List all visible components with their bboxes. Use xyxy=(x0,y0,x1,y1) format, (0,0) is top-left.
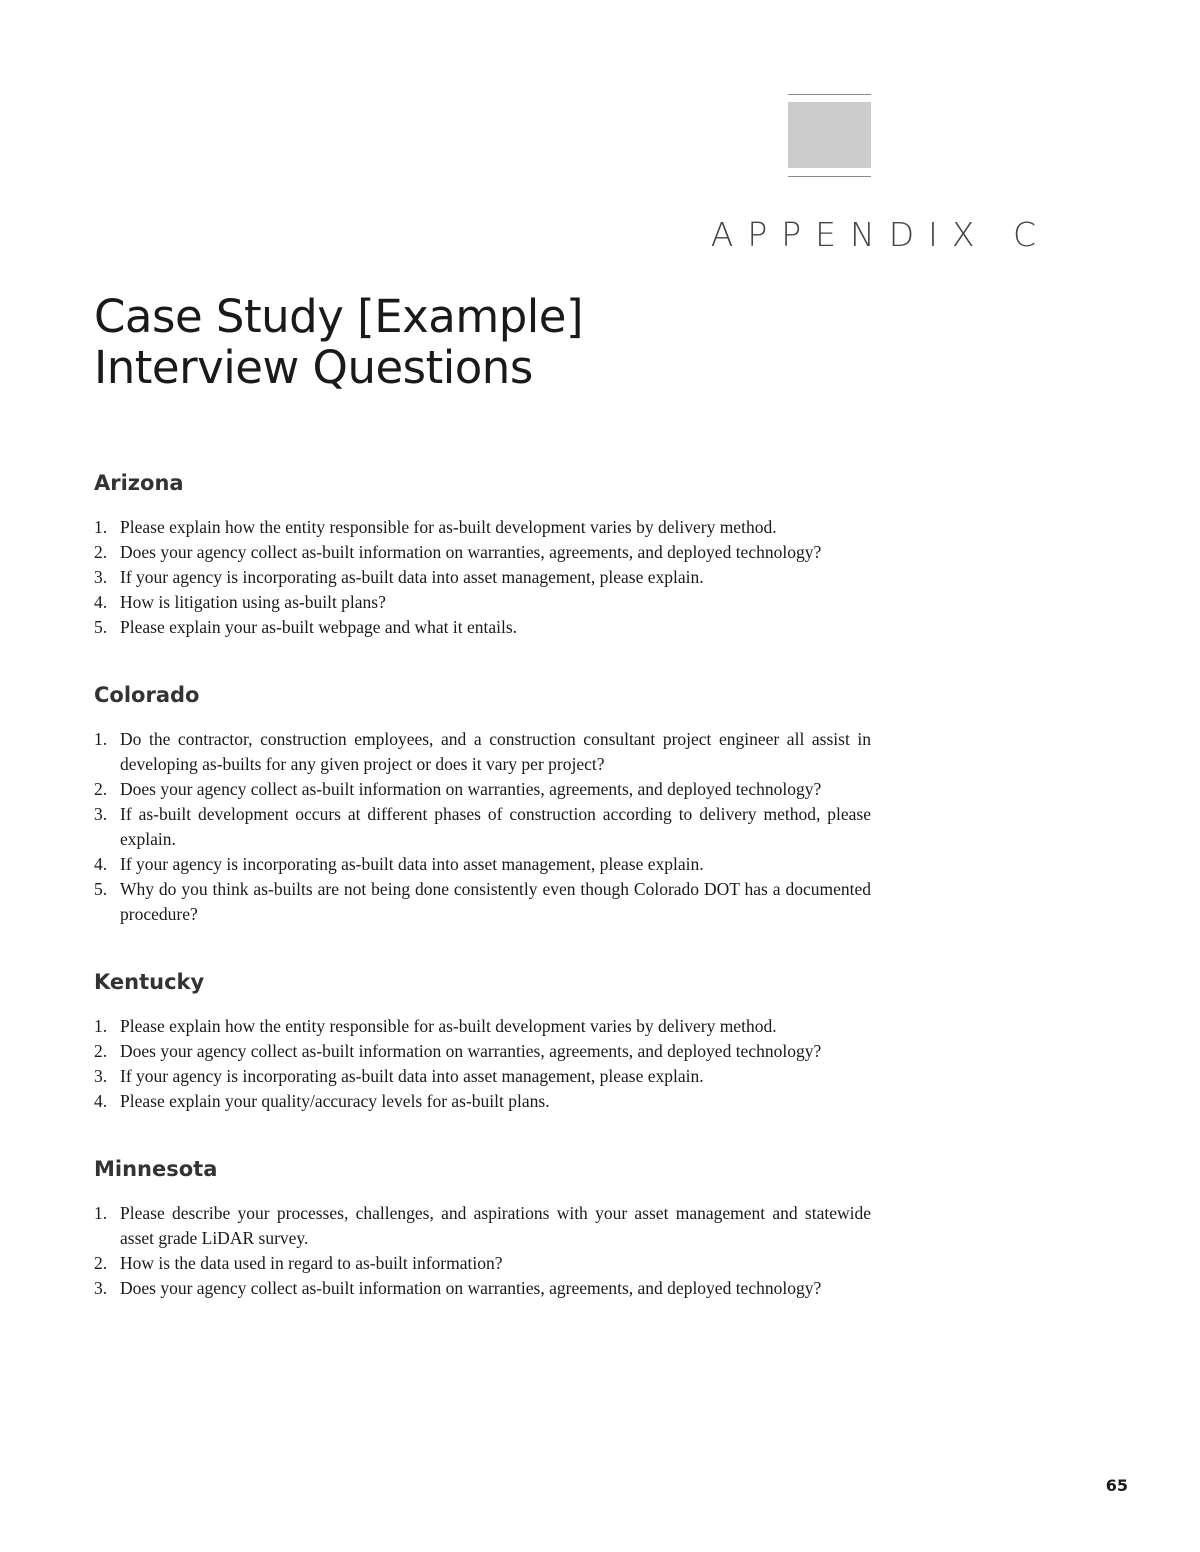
question-text: Does your agency collect as-built information on warranties, agreements, and deployed technology? xyxy=(120,1041,822,1061)
question-text: Please explain how the entity responsible for as-built development varies by delivery method. xyxy=(120,517,777,537)
question-item xyxy=(94,590,871,615)
section-arizona xyxy=(94,469,871,640)
question-text: Please explain how the entity responsible for as-built development varies by delivery method. xyxy=(120,1016,777,1036)
question-text: Why do you think as-builts are not being done consistently even though Colorado DOT has a documented procedure? xyxy=(120,879,871,924)
question-number: 2. xyxy=(94,1253,108,1273)
question-number: 2. xyxy=(94,542,108,562)
question-number: 3. xyxy=(94,804,108,824)
question-number: 4. xyxy=(94,1091,108,1111)
question-text: If your agency is incorporating as-built data into asset management, please explain. xyxy=(120,1066,704,1086)
question-number: 3. xyxy=(94,1066,108,1086)
question-text: If your agency is incorporating as-built data into asset management, please explain. xyxy=(120,567,704,587)
question-item xyxy=(94,565,871,590)
page-title-line-2: Interview Questions xyxy=(94,341,533,394)
question-text: Please describe your processes, challenges, and aspirations with your asset management and statewide asset grade LiDAR survey. xyxy=(120,1203,871,1248)
page-title-line-1: Case Study [Example] xyxy=(94,290,583,343)
question-item xyxy=(94,1089,871,1114)
question-item xyxy=(94,1201,871,1251)
question-item xyxy=(94,1276,871,1301)
section-heading: Kentucky xyxy=(94,970,205,994)
question-item xyxy=(94,802,871,852)
section-heading: Colorado xyxy=(94,683,200,707)
appendix-label: APPENDIX C xyxy=(710,215,1050,254)
question-text: Please explain your quality/accuracy levels for as-built plans. xyxy=(120,1091,550,1111)
page-number: 65 xyxy=(1105,1476,1128,1495)
question-text: How is litigation using as-built plans? xyxy=(120,592,386,612)
question-text: Does your agency collect as-built information on warranties, agreements, and deployed technology? xyxy=(120,1278,822,1298)
question-list xyxy=(94,1014,871,1114)
question-number: 1. xyxy=(94,1016,108,1036)
question-number: 1. xyxy=(94,1203,108,1223)
question-item xyxy=(94,852,871,877)
question-item xyxy=(94,515,871,540)
page-title xyxy=(94,291,583,393)
section-heading: Minnesota xyxy=(94,1157,218,1181)
question-number: 1. xyxy=(94,517,108,537)
question-number: 2. xyxy=(94,1041,108,1061)
chapter-tab-block xyxy=(788,102,871,168)
question-item xyxy=(94,877,871,927)
question-item xyxy=(94,1039,871,1064)
question-number: 5. xyxy=(94,617,108,637)
chapter-tab-bottom-rule xyxy=(788,176,871,177)
question-number: 2. xyxy=(94,779,108,799)
question-number: 4. xyxy=(94,854,108,874)
question-number: 5. xyxy=(94,879,108,899)
section-colorado xyxy=(94,681,871,927)
question-item xyxy=(94,540,871,565)
section-minnesota xyxy=(94,1155,871,1301)
question-item xyxy=(94,615,871,640)
sections-container xyxy=(94,469,871,1342)
section-heading: Arizona xyxy=(94,471,184,495)
question-item xyxy=(94,1014,871,1039)
question-number: 4. xyxy=(94,592,108,612)
chapter-tab-top-rule xyxy=(788,94,871,95)
question-text: Please explain your as-built webpage and what it entails. xyxy=(120,617,518,637)
question-text: If as-built development occurs at different phases of construction according to delivery method, please explain. xyxy=(120,804,871,849)
question-item xyxy=(94,777,871,802)
question-text: If your agency is incorporating as-built data into asset management, please explain. xyxy=(120,854,704,874)
question-item xyxy=(94,1251,871,1276)
question-number: 1. xyxy=(94,729,108,749)
section-kentucky xyxy=(94,968,871,1114)
question-list xyxy=(94,515,871,640)
question-text: Does your agency collect as-built information on warranties, agreements, and deployed technology? xyxy=(120,779,822,799)
question-list xyxy=(94,1201,871,1301)
question-number: 3. xyxy=(94,1278,108,1298)
question-number: 3. xyxy=(94,567,108,587)
question-list xyxy=(94,727,871,927)
question-text: Does your agency collect as-built information on warranties, agreements, and deployed technology? xyxy=(120,542,822,562)
question-item xyxy=(94,727,871,777)
question-item xyxy=(94,1064,871,1089)
question-text: Do the contractor, construction employees, and a construction consultant project engineer all assist in developing as-builts for any given project or does it vary per project? xyxy=(120,729,871,774)
question-text: How is the data used in regard to as-built information? xyxy=(120,1253,503,1273)
